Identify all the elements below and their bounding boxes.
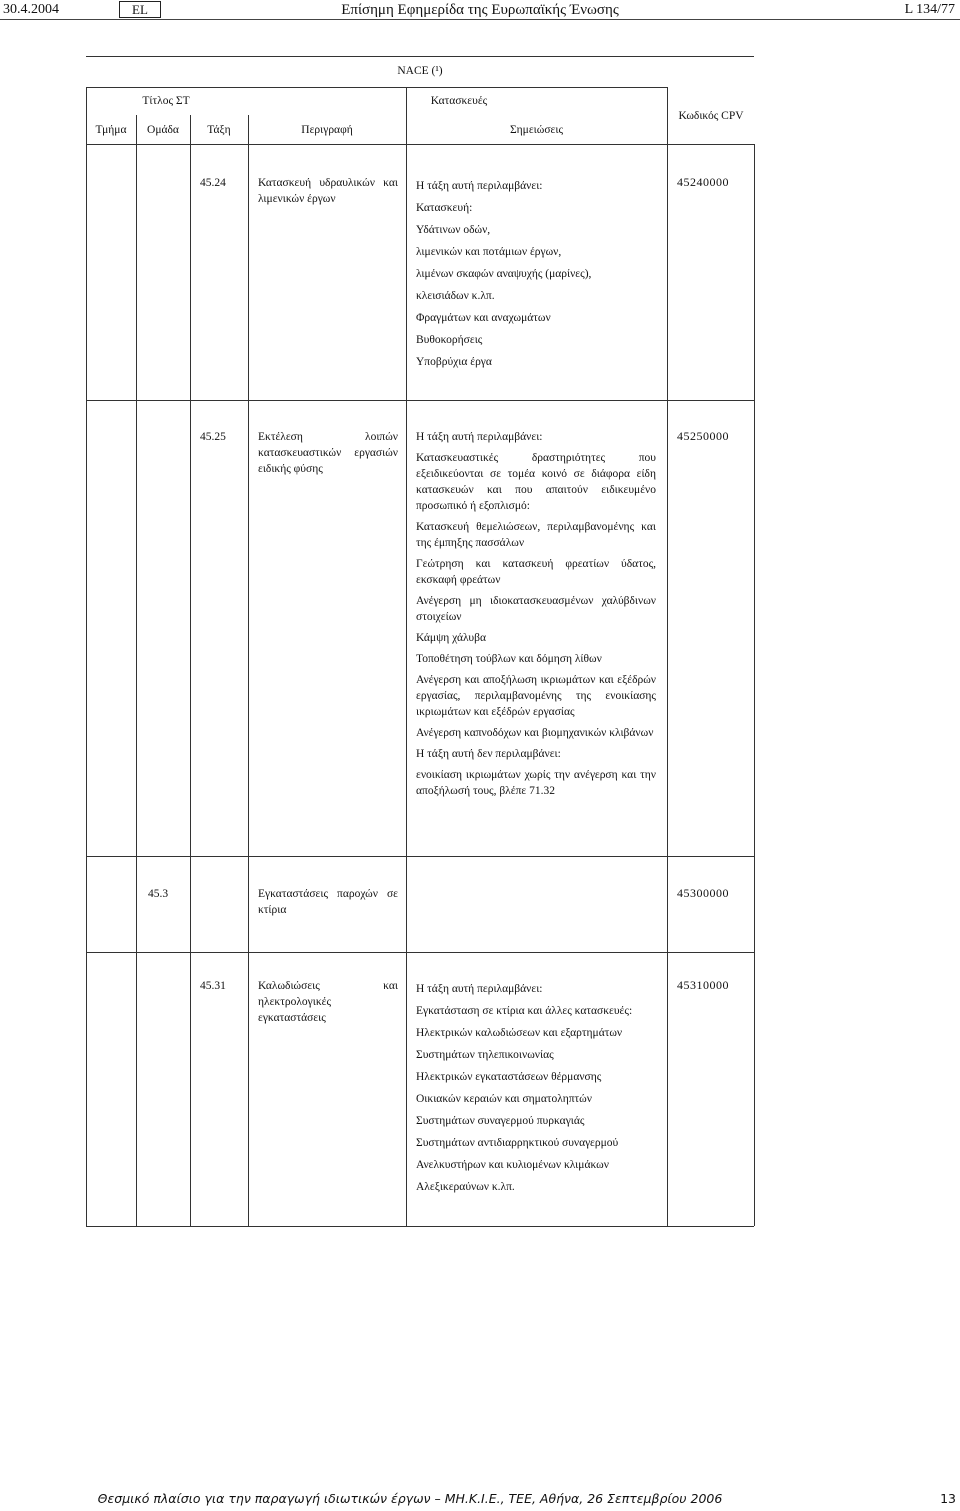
- column-header-tmima: Τμήμα: [95, 124, 127, 136]
- row-cpv-code: 45310000: [677, 978, 729, 992]
- nace-title: NACE (¹): [397, 65, 443, 77]
- kataskeves-header: Κατασκευές: [430, 95, 488, 107]
- header-journal-title: Επίσημη Εφημερίδα της Ευρωπαϊκής Ένωσης: [341, 2, 619, 18]
- row-description: Καλωδιώσεις και ηλεκτρολογικές εγκαταστάσεις: [258, 980, 398, 1024]
- row-omada-code: 45.3: [148, 888, 169, 900]
- row-taxi-code: 45.25: [200, 431, 226, 443]
- row-taxi-code: 45.24: [200, 177, 226, 189]
- row-description: Κατασκευή υδραυλικών και λιμενικών έργων: [258, 177, 398, 205]
- footer-text: Θεσμικό πλαίσιο για την παραγωγή ιδιωτικών έργων – ΜΗ.Κ.Ι.Ε., ΤΕΕ, Αθήνα, 26 Σεπτεμβρίου 2006: [97, 1491, 723, 1506]
- column-header-omada: Ομάδα: [147, 124, 179, 136]
- row-taxi-code: 45.31: [200, 980, 226, 992]
- row-notes: Η τάξη αυτή περιλαμβάνει: Εγκατάσταση σε κτίρια και άλλες κατασκευές: Ηλεκτρικών καλωδιώσεων και εξαρτημάτων Συστημάτων τηλεπικοινωνίας Ηλεκτρικών εγκαταστάσεων θέρμανσης Οικιακών κεραιών και σηματοληπτών Συστημάτων συναγερμού πυρκαγιάς Συστημάτων αντιδιαρρηκτικού συναγερμού Ανελκυστήρων και κυλιομένων κλιμάκων Αλεξικεραύνων κ.λπ.: [416, 983, 633, 1193]
- header-language-box: EL: [119, 1, 161, 18]
- footer-page-number: 13: [940, 1491, 956, 1506]
- column-header-simeioseis: Σημειώσεις: [509, 124, 564, 136]
- row-cpv-code: 45250000: [677, 429, 729, 443]
- header-rule: [0, 19, 960, 20]
- title-st-header: Τίτλος ΣΤ: [142, 95, 190, 107]
- row-notes: Η τάξη αυτή περιλαμβάνει: Κατασκευαστικές δραστηριότητες που εξειδικεύονται σε τομέα κοινό σε διάφορα είδη κατασκευών και που απαιτούν ειδικευμένο προσωπικό ή εξοπλισμό: Κατασκευή θεμελιώσεων, περιλαμβανομένης και της έμπηξης πασσάλων Γεώτρηση και κατασκευή φρεατίων ύδατος, εκσκαφή φρεάτων Ανέγερση μη ιδιοκατασκευασμένων χαλύβδινων στοιχείων Κάμψη χάλυβα Τοποθέτηση τούβλων και δόμηση λίθων Ανέγερση και αποξήλωση ικριωμάτων και εξέδρών εργασίας, περιλαμβανομένης της ενοικίασης ικριωμάτων και εξέδρών εργασίας Ανέγερση καπνοδόχων και βιομηχανικών κλιβάνων Η τάξη αυτή δεν περιλαμβάνει: ενοικίαση ικριωμάτων χωρίς την ανέγερση και την αποξήλωσή τους, βλέπε 71.32: [416, 431, 656, 797]
- row-notes: Η τάξη αυτή περιλαμβάνει: Κατασκευή: Υδάτινων οδών, λιμενικών και ποτάμιων έργων, λιμένων σκαφών αναψυχής (μαρίνες), κλεισιάδων κ.λπ. Φραγμάτων και αναχωμάτων Βυθοκορήσεις Υποβρύχια έργα: [416, 180, 592, 368]
- header-date: 30.4.2004: [3, 2, 59, 17]
- cpv-code-header: Κωδικός CPV: [678, 110, 744, 122]
- column-header-perigrafi: Περιγραφή: [301, 124, 353, 136]
- row-description: Εγκαταστάσεις παροχών σε κτίρια: [258, 888, 398, 916]
- row-cpv-code: 45240000: [677, 175, 729, 189]
- header-page-ref: L 134/77: [904, 2, 955, 17]
- row-cpv-code: 45300000: [677, 886, 729, 900]
- column-header-taxi: Τάξη: [207, 124, 231, 136]
- row-description: Εκτέλεση λοιπών κατασκευαστικών εργασιών ειδικής φύσης: [258, 431, 398, 475]
